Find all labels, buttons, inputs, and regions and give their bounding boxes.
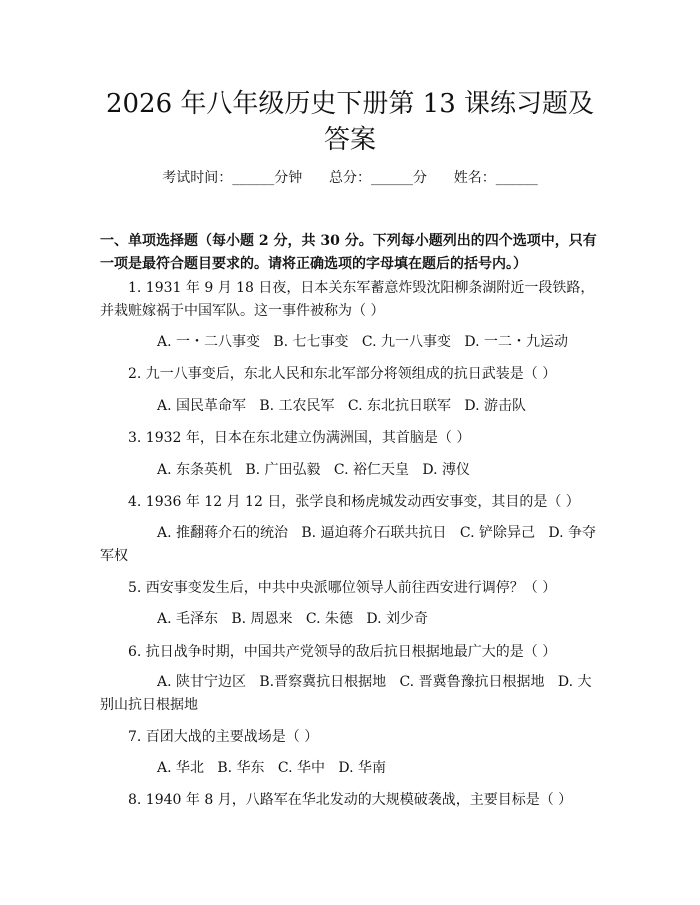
question-2-stem: 2. 九一八事变后，东北人民和东北军部分将领组成的抗日武装是（ ） xyxy=(128,366,557,382)
question-5-options: A. 毛泽东 B. 周恩来 C. 朱德 D. 刘少奇 xyxy=(157,611,428,627)
question-7-stem: 7. 百团大战的主要战场是（ ） xyxy=(128,729,319,745)
question-7-options: A. 华北 B. 华东 C. 华中 D. 华南 xyxy=(157,760,386,776)
question-1-options: A. 一・二八事变 B. 七七事变 C. 九一八事变 D. 一二・九运动 xyxy=(157,334,568,350)
question-2-options: A. 国民革命军 B. 工农民军 C. 东北抗日联军 D. 游击队 xyxy=(157,398,526,414)
question-6-stem: 6. 抗日战争时期，中国共产党领导的敌后抗日根据地最广大的是（ ） xyxy=(128,644,557,660)
question-1-stem: 1. 1931 年 9 月 18 日夜，日本关东军蓄意炸毁沈阳柳条湖附近一段铁路，并栽赃嫁祸于中国军队。这一事件被称为（ ） xyxy=(100,280,595,319)
question-6-options: A. 陕甘宁边区 B.晋察冀抗日根据地 C. 晋冀鲁豫抗日根据地 D. 大别山抗日根据地 xyxy=(100,674,592,713)
question-4-options: A. 推翻蒋介石的统治 B. 逼迫蒋介石联共抗日 C. 铲除异己 D. 争夺军权 xyxy=(100,525,596,564)
question-3-stem: 3. 1932 年，日本在东北建立伪满洲国，其首脑是（ ） xyxy=(128,430,471,446)
exam-info-line: 考试时间：______分钟 总分：______分 姓名：______ xyxy=(162,170,538,186)
question-5-stem: 5. 西安事变发生后，中共中央派哪位领导人前往西安进行调停？（ ） xyxy=(128,580,557,596)
question-8-stem: 8. 1940 年 8 月，八路军在华北发动的大规模破袭战，主要目标是（ ） xyxy=(128,792,573,808)
question-3-options: A. 东条英机 B. 广田弘毅 C. 裕仁天皇 D. 溥仪 xyxy=(157,462,470,478)
section-header: 一、单项选择题（每小题 2 分，共 30 分。下列每小题列出的四个选项中，只有一项是最符合题目要求的。请将正确选项的字母填在题后的括号内。） xyxy=(100,233,597,272)
question-4-stem: 4. 1936 年 12 月 12 日，张学良和杨虎城发动西安事变，其目的是（ ） xyxy=(128,494,580,510)
document-title: 2026 年八年级历史下册第 13 课练习题及答案 xyxy=(105,89,595,155)
